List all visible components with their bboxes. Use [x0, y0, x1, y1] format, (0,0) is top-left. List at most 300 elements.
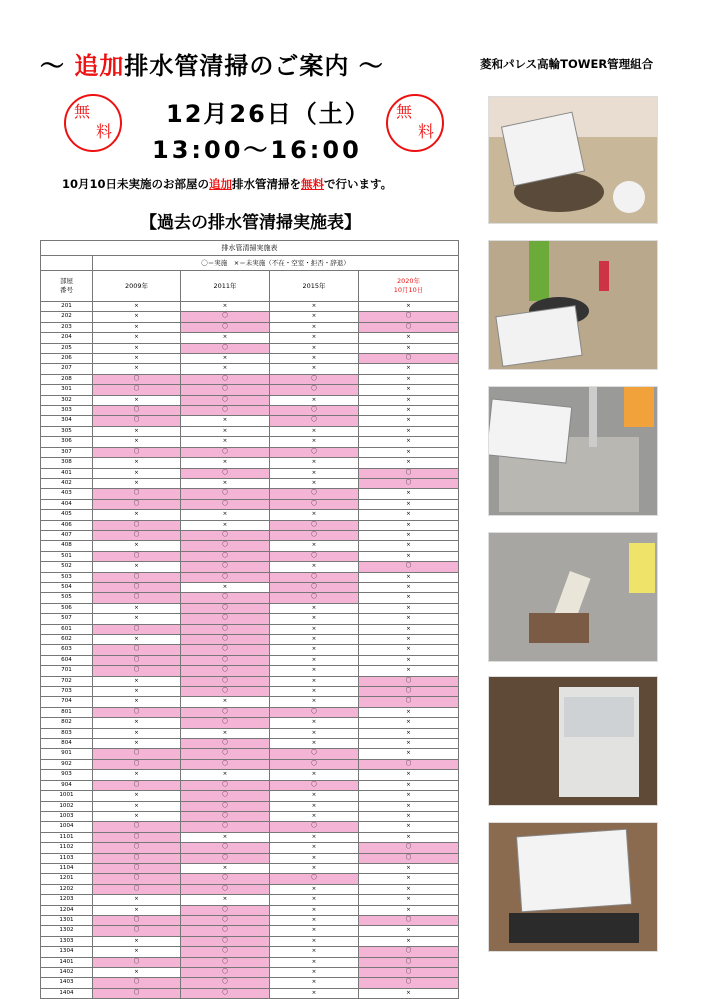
status-cell: 〇: [270, 707, 359, 717]
status-cell: ×: [270, 666, 359, 676]
status-cell: ×: [181, 364, 270, 374]
room-number-cell: 601: [41, 624, 93, 634]
status-cell: 〇: [270, 582, 359, 592]
status-cell: 〇: [181, 562, 270, 572]
status-cell: 〇: [181, 811, 270, 821]
status-cell: ×: [359, 811, 459, 821]
status-cell: ×: [270, 884, 359, 894]
status-cell: ×: [359, 874, 459, 884]
status-cell: ×: [270, 541, 359, 551]
table-row: [41, 395, 459, 405]
table-row: [41, 926, 459, 936]
room-number-cell: 404: [41, 499, 93, 509]
status-cell: 〇: [359, 687, 459, 697]
status-cell: 〇: [181, 739, 270, 749]
status-cell: ×: [93, 395, 181, 405]
status-cell: 〇: [270, 593, 359, 603]
status-cell: ×: [93, 947, 181, 957]
table-row: [41, 728, 459, 738]
event-date: 12月26日（土）: [166, 100, 371, 128]
status-cell: ×: [359, 603, 459, 613]
status-cell: ×: [93, 936, 181, 946]
room-number-cell: 505: [41, 593, 93, 603]
room-number-cell: 208: [41, 374, 93, 384]
status-cell: 〇: [270, 499, 359, 509]
status-cell: ×: [93, 676, 181, 686]
status-cell: ×: [270, 624, 359, 634]
room-number-cell: 804: [41, 739, 93, 749]
status-cell: ×: [359, 749, 459, 759]
room-number-cell: 305: [41, 426, 93, 436]
table-row: [41, 988, 459, 998]
status-cell: ×: [359, 645, 459, 655]
status-cell: 〇: [270, 520, 359, 530]
status-cell: ×: [359, 333, 459, 343]
status-cell: 〇: [93, 707, 181, 717]
status-cell: ×: [93, 322, 181, 332]
status-cell: 〇: [181, 645, 270, 655]
status-cell: 〇: [93, 988, 181, 998]
table-row: [41, 739, 459, 749]
room-number-cell: 703: [41, 687, 93, 697]
status-cell: ×: [270, 468, 359, 478]
table-row: [41, 447, 459, 457]
table-row: [41, 645, 459, 655]
room-number-cell: 504: [41, 582, 93, 592]
status-cell: ×: [359, 364, 459, 374]
room-number-cell: 207: [41, 364, 93, 374]
status-cell: 〇: [359, 978, 459, 988]
status-cell: ×: [270, 947, 359, 957]
status-cell: 〇: [359, 354, 459, 364]
status-cell: 〇: [270, 749, 359, 759]
status-cell: 〇: [93, 874, 181, 884]
table-row: [41, 582, 459, 592]
status-cell: ×: [93, 895, 181, 905]
status-cell: ×: [270, 832, 359, 842]
room-number-cell: 1004: [41, 822, 93, 832]
room-number-cell: 901: [41, 749, 93, 759]
status-cell: ×: [359, 832, 459, 842]
status-cell: 〇: [93, 666, 181, 676]
status-cell: 〇: [93, 530, 181, 540]
status-cell: ×: [93, 770, 181, 780]
status-cell: 〇: [181, 978, 270, 988]
photo-kitchen-sink: [488, 386, 658, 516]
table-title: 排水管清掃実施表: [41, 241, 459, 256]
status-cell: ×: [359, 884, 459, 894]
status-cell: 〇: [93, 978, 181, 988]
room-number-cell: 903: [41, 770, 93, 780]
table-row: [41, 312, 459, 322]
status-cell: 〇: [181, 572, 270, 582]
status-cell: ×: [270, 863, 359, 873]
status-cell: 〇: [270, 489, 359, 499]
status-cell: ×: [181, 426, 270, 436]
room-number-cell: 603: [41, 645, 93, 655]
table-row: [41, 791, 459, 801]
status-cell: 〇: [181, 447, 270, 457]
room-number-cell: 201: [41, 302, 93, 312]
table-row: [41, 426, 459, 436]
status-cell: ×: [270, 426, 359, 436]
status-cell: ×: [270, 905, 359, 915]
status-cell: ×: [270, 718, 359, 728]
table-row: [41, 572, 459, 582]
room-number-cell: 1103: [41, 853, 93, 863]
table-row: [41, 530, 459, 540]
room-number-cell: 602: [41, 635, 93, 645]
status-cell: ×: [270, 988, 359, 998]
status-cell: 〇: [181, 666, 270, 676]
status-cell: 〇: [181, 749, 270, 759]
status-cell: ×: [359, 707, 459, 717]
status-cell: ×: [270, 801, 359, 811]
status-cell: ×: [359, 416, 459, 426]
status-cell: ×: [93, 728, 181, 738]
status-cell: ×: [270, 395, 359, 405]
status-cell: ×: [270, 978, 359, 988]
status-cell: 〇: [270, 530, 359, 540]
table-row: [41, 551, 459, 561]
table-row: [41, 603, 459, 613]
room-number-cell: 1204: [41, 905, 93, 915]
cleaning-history-table: [40, 240, 458, 996]
room-number-cell: 604: [41, 655, 93, 665]
room-number-cell: 1401: [41, 957, 93, 967]
status-cell: ×: [270, 333, 359, 343]
status-cell: 〇: [93, 926, 181, 936]
status-cell: 〇: [181, 936, 270, 946]
status-cell: ×: [93, 541, 181, 551]
status-cell: ×: [270, 697, 359, 707]
table-row: [41, 635, 459, 645]
table-row: [41, 718, 459, 728]
table-row: [41, 936, 459, 946]
status-cell: 〇: [181, 499, 270, 509]
status-cell: ×: [93, 697, 181, 707]
table-row: [41, 666, 459, 676]
table-row: [41, 333, 459, 343]
status-cell: ×: [359, 905, 459, 915]
status-cell: ×: [93, 426, 181, 436]
table-row: [41, 468, 459, 478]
status-cell: ×: [359, 551, 459, 561]
room-number-cell: 406: [41, 520, 93, 530]
room-number-cell: 1001: [41, 791, 93, 801]
table-row: [41, 624, 459, 634]
table-row: [41, 354, 459, 364]
status-cell: ×: [270, 915, 359, 925]
status-cell: 〇: [93, 582, 181, 592]
status-cell: ×: [359, 801, 459, 811]
table-row: [41, 759, 459, 769]
status-cell: ×: [359, 374, 459, 384]
status-cell: 〇: [181, 780, 270, 790]
status-cell: 〇: [359, 697, 459, 707]
status-cell: 〇: [359, 312, 459, 322]
status-cell: ×: [359, 936, 459, 946]
status-cell: 〇: [93, 832, 181, 842]
section-title: 【過去の排水管清掃実施表】: [140, 213, 361, 233]
room-number-cell: 307: [41, 447, 93, 457]
status-cell: 〇: [359, 968, 459, 978]
status-cell: ×: [181, 697, 270, 707]
status-cell: 〇: [359, 478, 459, 488]
table-row: [41, 968, 459, 978]
status-cell: ×: [93, 312, 181, 322]
status-cell: ×: [93, 687, 181, 697]
status-cell: ×: [270, 968, 359, 978]
photo-cleaning-sign-laundry: [488, 822, 658, 952]
status-cell: 〇: [181, 395, 270, 405]
table-row: [41, 676, 459, 686]
column-header-room: 部屋 番号: [41, 271, 93, 302]
status-cell: ×: [359, 822, 459, 832]
status-cell: ×: [270, 458, 359, 468]
status-cell: 〇: [181, 947, 270, 957]
status-cell: ×: [181, 895, 270, 905]
status-cell: ×: [359, 572, 459, 582]
table-row: [41, 947, 459, 957]
status-cell: ×: [359, 926, 459, 936]
room-number-cell: 204: [41, 333, 93, 343]
status-cell: 〇: [181, 759, 270, 769]
status-cell: ×: [270, 562, 359, 572]
room-number-cell: 502: [41, 562, 93, 572]
table-row: [41, 458, 459, 468]
status-cell: ×: [270, 728, 359, 738]
status-cell: 〇: [93, 915, 181, 925]
room-number-cell: 801: [41, 707, 93, 717]
status-cell: ×: [359, 520, 459, 530]
table-row: [41, 593, 459, 603]
status-cell: ×: [93, 635, 181, 645]
status-cell: 〇: [181, 541, 270, 551]
status-cell: 〇: [181, 957, 270, 967]
room-number-cell: 902: [41, 759, 93, 769]
status-cell: 〇: [181, 655, 270, 665]
status-cell: ×: [270, 843, 359, 853]
status-cell: ×: [359, 458, 459, 468]
status-cell: ×: [359, 499, 459, 509]
status-cell: ×: [359, 406, 459, 416]
event-time: 13:00〜16:00: [152, 136, 362, 164]
status-cell: 〇: [181, 322, 270, 332]
room-number-cell: 1301: [41, 915, 93, 925]
table-row: [41, 707, 459, 717]
status-cell: ×: [270, 853, 359, 863]
status-cell: 〇: [181, 312, 270, 322]
table-row: [41, 562, 459, 572]
status-cell: 〇: [181, 551, 270, 561]
room-number-cell: 1404: [41, 988, 93, 998]
room-number-cell: 503: [41, 572, 93, 582]
status-cell: 〇: [181, 385, 270, 395]
status-cell: ×: [181, 728, 270, 738]
status-cell: ×: [270, 739, 359, 749]
room-number-cell: 802: [41, 718, 93, 728]
status-cell: 〇: [359, 843, 459, 853]
status-cell: 〇: [270, 374, 359, 384]
status-cell: ×: [359, 395, 459, 405]
status-cell: ×: [93, 354, 181, 364]
room-number-cell: 1201: [41, 874, 93, 884]
status-cell: 〇: [93, 822, 181, 832]
room-number-cell: 1302: [41, 926, 93, 936]
status-cell: ×: [359, 718, 459, 728]
status-cell: 〇: [270, 551, 359, 561]
status-cell: 〇: [359, 562, 459, 572]
status-cell: 〇: [93, 593, 181, 603]
organization-name: 菱和パレス高輪TOWER管理組合: [480, 57, 654, 71]
status-cell: ×: [359, 624, 459, 634]
status-cell: 〇: [270, 406, 359, 416]
status-cell: ×: [359, 437, 459, 447]
status-cell: ×: [93, 364, 181, 374]
photo-drain-pipe-hand: [488, 532, 658, 662]
table-row: [41, 437, 459, 447]
table-row: [41, 302, 459, 312]
table-row: [41, 863, 459, 873]
status-cell: 〇: [181, 687, 270, 697]
status-cell: 〇: [93, 520, 181, 530]
status-cell: ×: [270, 302, 359, 312]
status-cell: ×: [270, 936, 359, 946]
status-cell: 〇: [181, 676, 270, 686]
room-number-cell: 1202: [41, 884, 93, 894]
status-cell: 〇: [181, 635, 270, 645]
status-cell: 〇: [93, 447, 181, 457]
status-cell: 〇: [181, 915, 270, 925]
status-cell: 〇: [181, 489, 270, 499]
status-cell: ×: [181, 333, 270, 343]
status-cell: 〇: [93, 843, 181, 853]
status-cell: 〇: [181, 926, 270, 936]
status-cell: ×: [93, 968, 181, 978]
status-cell: ×: [270, 645, 359, 655]
status-cell: 〇: [270, 385, 359, 395]
table-row: [41, 655, 459, 665]
table-row: [41, 957, 459, 967]
status-cell: 〇: [181, 988, 270, 998]
table-row: [41, 614, 459, 624]
status-cell: 〇: [270, 780, 359, 790]
status-cell: 〇: [93, 624, 181, 634]
status-cell: ×: [270, 614, 359, 624]
status-cell: ×: [181, 863, 270, 873]
status-cell: ×: [270, 603, 359, 613]
room-number-cell: 1203: [41, 895, 93, 905]
status-cell: 〇: [93, 551, 181, 561]
status-cell: 〇: [359, 759, 459, 769]
status-cell: ×: [181, 437, 270, 447]
free-stamp-right: 無 料: [386, 94, 444, 152]
status-cell: 〇: [359, 915, 459, 925]
table-row: [41, 697, 459, 707]
status-cell: ×: [359, 385, 459, 395]
status-cell: 〇: [93, 645, 181, 655]
notice-text: 10月10日未実施のお部屋の追加排水管清掃を無料で行います。: [62, 177, 393, 191]
room-number-cell: 407: [41, 530, 93, 540]
status-cell: ×: [270, 343, 359, 353]
room-number-cell: 206: [41, 354, 93, 364]
photo-drain-brush: [488, 240, 658, 370]
table-row: [41, 322, 459, 332]
status-cell: 〇: [270, 416, 359, 426]
status-cell: 〇: [93, 385, 181, 395]
room-number-cell: 1104: [41, 863, 93, 873]
table-row: [41, 843, 459, 853]
status-cell: 〇: [93, 572, 181, 582]
status-cell: 〇: [181, 874, 270, 884]
status-cell: 〇: [359, 957, 459, 967]
status-cell: ×: [181, 520, 270, 530]
status-cell: ×: [181, 416, 270, 426]
status-cell: ×: [359, 988, 459, 998]
status-cell: ×: [270, 895, 359, 905]
status-cell: ×: [270, 478, 359, 488]
status-cell: ×: [181, 510, 270, 520]
table-row: [41, 687, 459, 697]
table-row: [41, 343, 459, 353]
status-cell: ×: [359, 780, 459, 790]
status-cell: 〇: [359, 676, 459, 686]
room-number-cell: 405: [41, 510, 93, 520]
status-cell: ×: [181, 478, 270, 488]
room-number-cell: 904: [41, 780, 93, 790]
table-row: [41, 406, 459, 416]
room-number-cell: 306: [41, 437, 93, 447]
status-cell: ×: [93, 739, 181, 749]
room-number-cell: 1403: [41, 978, 93, 988]
status-cell: ×: [359, 593, 459, 603]
table-row: [41, 905, 459, 915]
status-cell: ×: [181, 354, 270, 364]
room-number-cell: 408: [41, 541, 93, 551]
room-number-cell: 303: [41, 406, 93, 416]
status-cell: ×: [270, 957, 359, 967]
room-number-cell: 1304: [41, 947, 93, 957]
status-cell: ×: [359, 530, 459, 540]
status-cell: 〇: [93, 780, 181, 790]
status-cell: ×: [359, 510, 459, 520]
room-number-cell: 1102: [41, 843, 93, 853]
title-highlight: 追加: [74, 52, 125, 80]
status-cell: ×: [359, 791, 459, 801]
status-cell: ×: [359, 541, 459, 551]
table-row: [41, 811, 459, 821]
table-row: [41, 822, 459, 832]
status-cell: 〇: [181, 707, 270, 717]
table-row: [41, 832, 459, 842]
status-cell: 〇: [181, 374, 270, 384]
status-cell: 〇: [181, 718, 270, 728]
status-cell: ×: [270, 635, 359, 645]
status-cell: 〇: [359, 947, 459, 957]
status-cell: 〇: [359, 853, 459, 863]
status-cell: 〇: [93, 957, 181, 967]
status-cell: ×: [270, 312, 359, 322]
status-cell: 〇: [270, 874, 359, 884]
room-number-cell: 402: [41, 478, 93, 488]
table-row: [41, 374, 459, 384]
status-cell: ×: [270, 676, 359, 686]
room-number-cell: 302: [41, 395, 93, 405]
status-cell: ×: [93, 343, 181, 353]
table-row: [41, 749, 459, 759]
status-cell: ×: [359, 895, 459, 905]
